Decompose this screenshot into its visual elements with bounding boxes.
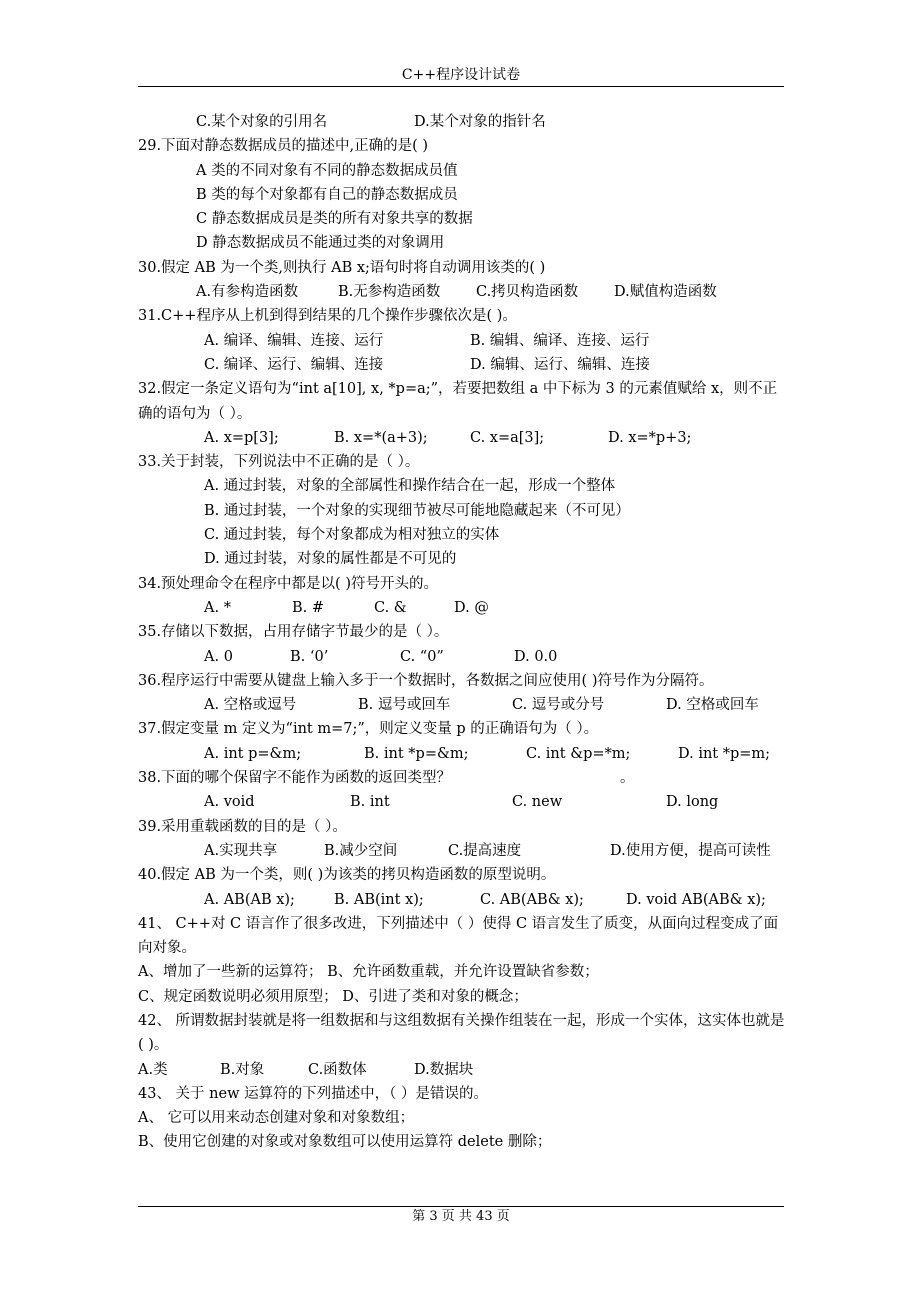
q35-options xyxy=(138,645,788,669)
option-d: D. 编辑、运行、编辑、连接 xyxy=(470,356,650,373)
option-c: C. int &p=*m; xyxy=(526,745,631,762)
option-c: C. “0” xyxy=(400,648,444,665)
q35-stem: 35.存储以下数据，占用存储字节最少的是（ ）。 xyxy=(138,624,449,641)
option-b: B. # xyxy=(292,599,325,616)
q33-option-c: C. 通过封装，每个对象都成为相对独立的实体 xyxy=(204,527,500,544)
option-d: D. 0.0 xyxy=(514,648,558,665)
q38-options xyxy=(138,790,788,814)
option-b: B.无参构造函数 xyxy=(338,284,441,301)
option-a: A. 空格或逗号 xyxy=(204,697,297,714)
option-c: C. 逗号或分号 xyxy=(512,697,605,714)
q42-stem: 42、 所谓数据封装就是将一组数据和与这组数据有关操作组装在一起，形成一个实体，这实体也就是( )。 xyxy=(138,1012,785,1054)
q40-options xyxy=(138,888,788,912)
footer-divider xyxy=(138,1206,784,1207)
option-b: B. x=*(a+3); xyxy=(334,429,428,446)
page-number: 第 3 页 共 43 页 xyxy=(412,1209,510,1224)
option-d: D. long xyxy=(666,794,719,811)
option-c: C. AB(AB& x); xyxy=(480,891,584,908)
q37-stem: 37.假定变量 m 定义为“int m=7;”，则定义变量 p 的正确语句为（ ）。 xyxy=(138,721,599,738)
option-c: C.某个对象的引用名 xyxy=(196,114,328,130)
q29-option-b: B 类的每个对象都有自己的静态数据成员 xyxy=(196,186,458,203)
option-a: A.类 xyxy=(138,1061,168,1078)
q33-option-b: B. 通过封装，一个对象的实现细节被尽可能地隐藏起来（不可见） xyxy=(204,502,630,519)
q31-stem: 31.C++程序从上机到得到结果的几个操作步骤依次是( )。 xyxy=(138,308,517,325)
q34-stem: 34.预处理命令在程序中都是以( )符号开头的。 xyxy=(138,575,438,592)
option-a: A. 编译、编辑、连接、运行 xyxy=(204,332,384,349)
option-d: D.数据块 xyxy=(414,1061,474,1078)
option-d: D.某个对象的指针名 xyxy=(414,114,546,130)
q28-options xyxy=(138,110,788,134)
q41-stem: 41、 C++对 C 语言作了很多改进，下列描述中（ ）使得 C 语言发生了质变，从面向过程变成了面向对象。 xyxy=(138,915,779,957)
q43-option-a: A、 它可以用来动态创建对象和对象数组； xyxy=(138,1110,415,1127)
option-c: C. new xyxy=(512,794,563,811)
q32-stem: 32.假定一条定义语句为“int a[10], x, *p=a;”，若要把数组 a 中下标为 3 的元素值赋给 x，则不正确的语句为（ ）。 xyxy=(138,381,778,422)
option-d: D. @ xyxy=(454,599,489,616)
q38-stem: 38.下面的哪个保留字不能作为函数的返回类型？ xyxy=(138,770,452,787)
option-b: B. ‘0’ xyxy=(290,648,329,665)
q36-stem: 36.程序运行中需要从键盘上输入多于一个数据时，各数据之间应使用( )符号作为分隔符。 xyxy=(138,672,714,689)
option-a: A. AB(AB x); xyxy=(204,891,295,908)
option-c: C. x=a[3]; xyxy=(470,429,545,446)
option-c: C.函数体 xyxy=(308,1061,367,1078)
q33-stem: 33.关于封装，下列说法中不正确的是（ ）。 xyxy=(138,454,420,471)
q29-option-c: C 静态数据成员是类的所有对象共享的数据 xyxy=(196,211,473,228)
option-d: D. int *p=m; xyxy=(678,745,771,762)
option-d: D.使用方便，提高可读性 xyxy=(610,842,771,859)
q30-stem: 30.假定 AB 为一个类,则执行 AB x;语句时将自动调用该类的( ) xyxy=(138,259,546,276)
option-d: D. 空格或回车 xyxy=(666,697,759,714)
option-c: C. & xyxy=(374,599,407,616)
q40-stem: 40.假定 AB 为一个类，则( )为该类的拷贝构造函数的原型说明。 xyxy=(138,867,556,884)
q29-option-a: A 类的不同对象有不同的静态数据成员值 xyxy=(196,162,458,179)
option-b: B.减少空间 xyxy=(324,842,398,859)
q33-option-d: D. 通过封装，对象的属性都是不可见的 xyxy=(204,551,457,568)
q31-options-row2 xyxy=(138,353,788,377)
q41-options-cd: C、规定函数说明必须用原型； D、引进了类和对象的概念； xyxy=(138,988,528,1005)
option-d: D. void AB(AB& x); xyxy=(626,891,766,908)
q43-option-b: B、使用它创建的对象或对象数组可以使用运算符 delete 删除； xyxy=(138,1134,552,1151)
option-d: D.赋值构造函数 xyxy=(614,284,717,301)
header-divider xyxy=(138,86,784,87)
page-header: C++程序设计试卷 xyxy=(401,67,521,83)
option-a: A.有参构造函数 xyxy=(196,284,299,301)
q32-options xyxy=(138,426,788,450)
option-c: C.拷贝构造函数 xyxy=(476,284,579,301)
option-a: A. int p=&m; xyxy=(204,745,302,762)
option-c: C. 编译、运行、编辑、连接 xyxy=(204,356,384,373)
option-b: B.对象 xyxy=(220,1061,265,1078)
option-b: B. int *p=&m; xyxy=(364,745,469,762)
q39-stem: 39.采用重载函数的目的是（ ）。 xyxy=(138,818,347,835)
q42-options xyxy=(138,1058,788,1082)
option-b: B. int xyxy=(350,794,390,811)
q38-stem-tail: 。 xyxy=(620,770,635,787)
option-d: D. x=*p+3; xyxy=(608,429,692,446)
option-b: B. 编辑、编译、连接、运行 xyxy=(470,332,650,349)
option-a: A. 0 xyxy=(204,648,233,665)
question-list xyxy=(138,110,788,1155)
option-a: A. x=p[3]; xyxy=(204,429,279,446)
option-a: A.实现共享 xyxy=(204,842,278,859)
q36-options xyxy=(138,693,788,717)
q37-options xyxy=(138,742,788,766)
option-b: B. AB(int x); xyxy=(334,891,424,908)
option-c: C.提高速度 xyxy=(448,842,522,859)
option-b: B. 逗号或回车 xyxy=(358,697,451,714)
q30-options xyxy=(138,280,788,304)
q34-options xyxy=(138,596,788,620)
q38-stem-row xyxy=(138,766,788,790)
q43-stem: 43、 关于 new 运算符的下列描述中，（ ）是错误的。 xyxy=(138,1085,488,1102)
q31-options-row1 xyxy=(138,329,788,353)
q39-options xyxy=(138,839,788,863)
q33-option-a: A. 通过封装，对象的全部属性和操作结合在一起，形成一个整体 xyxy=(204,478,616,495)
q29-option-d: D 静态数据成员不能通过类的对象调用 xyxy=(196,235,445,252)
q29-stem: 29.下面对静态数据成员的描述中,正确的是( ) xyxy=(138,138,429,155)
option-a: A. void xyxy=(204,794,255,811)
option-a: A. * xyxy=(204,599,231,616)
q41-options-ab: A、增加了一些新的运算符； B、允许函数重载，并允许设置缺省参数； xyxy=(138,964,599,981)
